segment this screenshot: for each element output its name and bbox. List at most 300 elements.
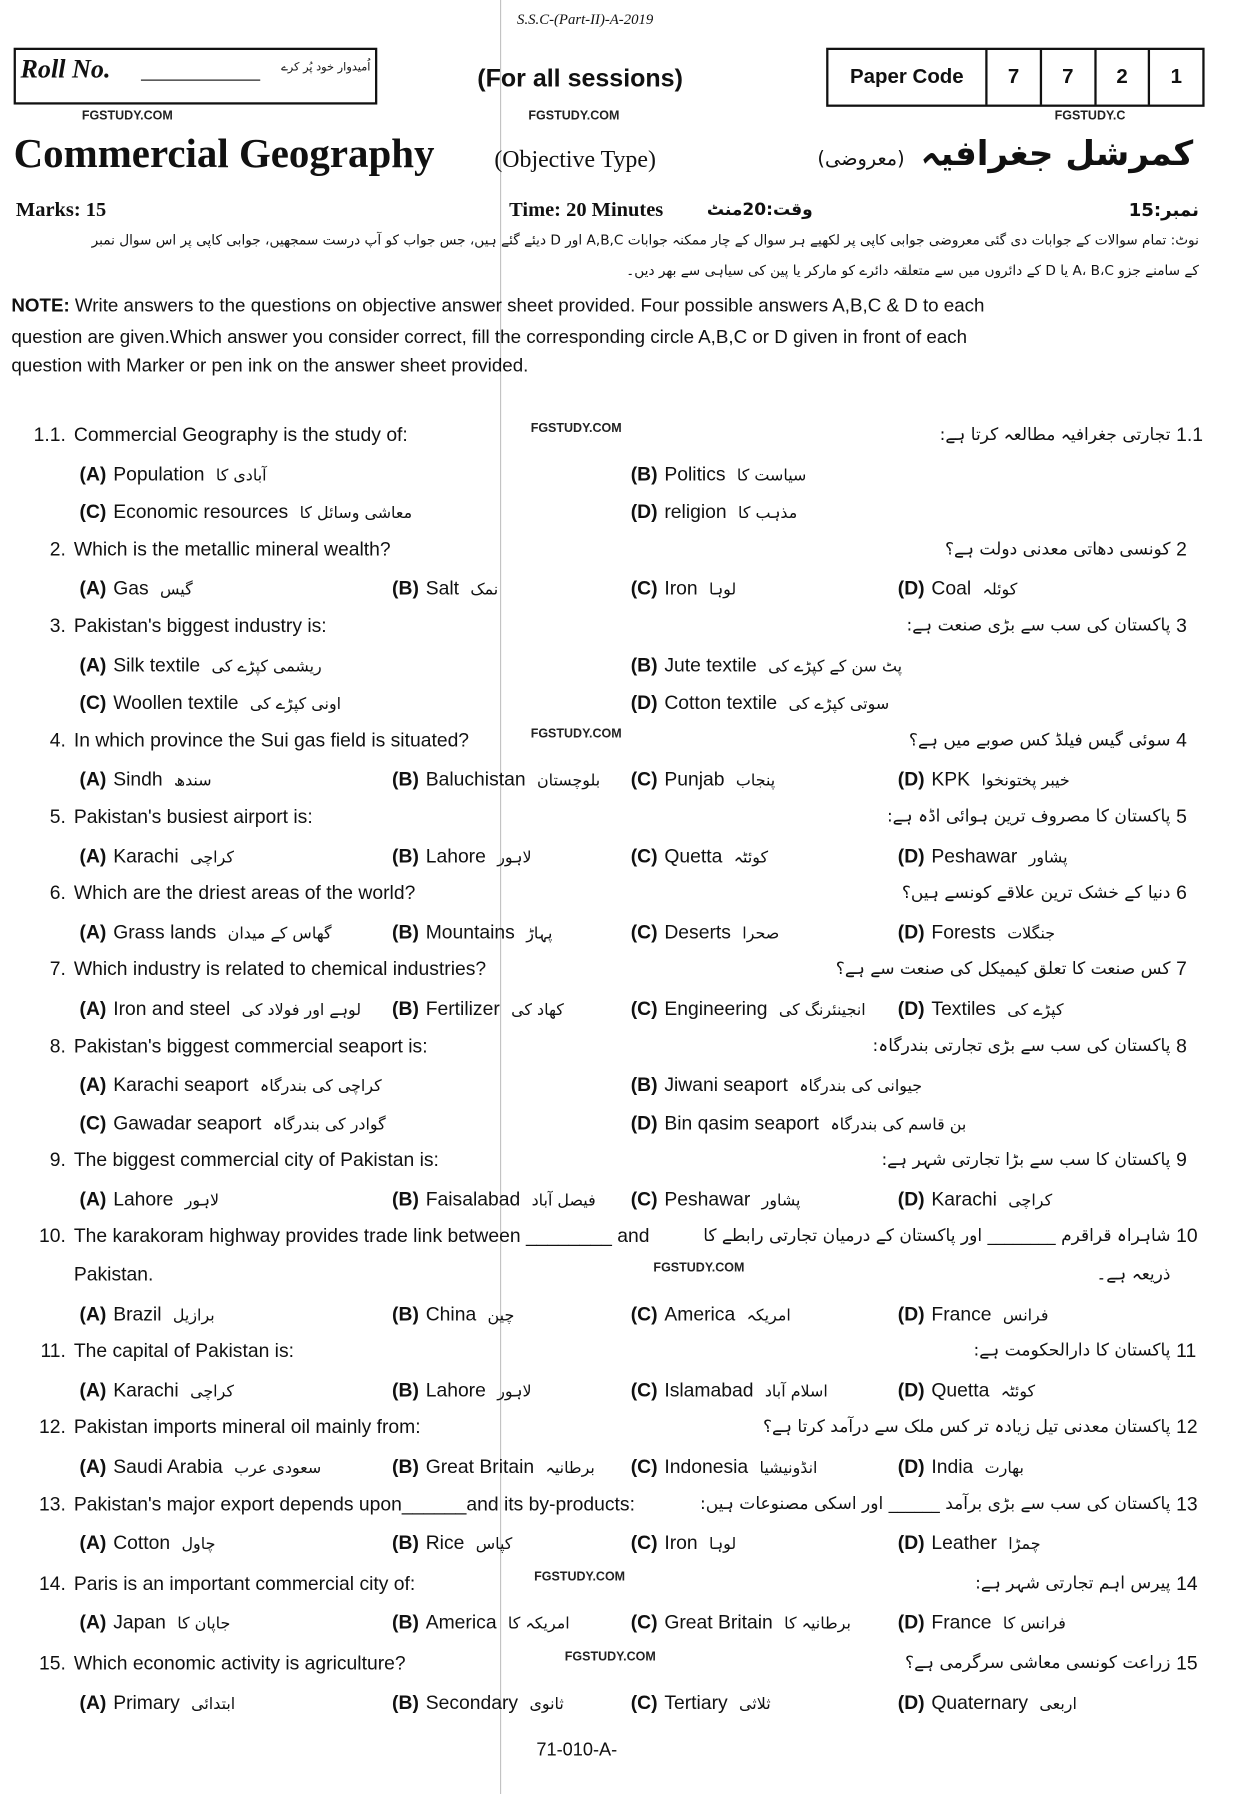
option-text: Brazil bbox=[113, 1303, 162, 1325]
note-line bbox=[11, 295, 984, 317]
answer-option[interactable] bbox=[898, 1456, 1024, 1479]
question-row bbox=[0, 1371, 1250, 1409]
question-urdu: پاکستان کا سب سے بڑا تجارتی شہر ہے: bbox=[881, 1149, 1171, 1170]
option-urdu: کوئلہ bbox=[982, 581, 1018, 600]
paper-code-digit: 2 bbox=[1096, 50, 1150, 105]
option-text: Lahore bbox=[425, 844, 486, 867]
option-letter: (A) bbox=[79, 1074, 107, 1096]
urdu-subtitle: (معروضی) bbox=[817, 147, 905, 171]
option-letter: (B) bbox=[392, 1611, 419, 1634]
option-letter: (B) bbox=[392, 997, 419, 1020]
option-letter: (D) bbox=[897, 921, 925, 943]
option-letter: (D) bbox=[897, 1379, 925, 1402]
answer-option[interactable] bbox=[631, 1189, 801, 1212]
option-letter: (A) bbox=[79, 1379, 107, 1402]
option-text: Cotton textile bbox=[664, 692, 778, 714]
urdu-title: کمرشل جغرافیہ bbox=[920, 134, 1194, 174]
answer-option[interactable] bbox=[898, 769, 1070, 792]
option-text: Quetta bbox=[664, 844, 723, 867]
answer-option[interactable] bbox=[631, 998, 866, 1021]
option-text: Politics bbox=[664, 463, 726, 485]
answer-option[interactable] bbox=[392, 1303, 514, 1326]
option-urdu: برطانیہ کا bbox=[784, 1615, 851, 1634]
option-urdu: پنجاب bbox=[735, 772, 776, 791]
answer-option[interactable] bbox=[898, 998, 1064, 1021]
option-urdu: سندھ bbox=[173, 772, 212, 791]
question-text: In which province the Sui gas field is situated? bbox=[73, 729, 470, 751]
answer-option[interactable] bbox=[631, 654, 902, 677]
urdu-title-group bbox=[817, 134, 1193, 174]
question-urdu-number: 3 bbox=[1176, 614, 1187, 637]
question-urdu-number: 8 bbox=[1176, 1034, 1187, 1057]
answer-option[interactable] bbox=[631, 463, 807, 486]
option-urdu: کراچی bbox=[190, 848, 234, 867]
note-label: NOTE: bbox=[11, 295, 70, 316]
option-letter: (D) bbox=[897, 1691, 925, 1714]
answer-option[interactable] bbox=[631, 1692, 771, 1715]
option-letter: (A) bbox=[79, 463, 107, 485]
option-text: Textiles bbox=[931, 997, 996, 1020]
question-urdu: پاکستان کی سب سے بڑی برآمد ______ اور اسکی مصنوعات ہیں: bbox=[700, 1492, 1171, 1514]
option-urdu: سیاست کا bbox=[736, 466, 807, 485]
question-urdu: پاکستان کی سب سے بڑی تجارتی بندرگاہ: bbox=[872, 1034, 1171, 1056]
option-urdu: نمک bbox=[470, 581, 499, 600]
question-urdu: پاکستان کا مصروف ترین ہوائی اڈہ ہے: bbox=[886, 805, 1171, 827]
option-text: Islamabad bbox=[664, 1379, 754, 1402]
question-number: 12. bbox=[39, 1416, 66, 1439]
question-row bbox=[0, 1524, 1250, 1562]
question-2 bbox=[0, 532, 1250, 570]
option-letter: (A) bbox=[79, 1455, 107, 1478]
question-text: The capital of Pakistan is: bbox=[73, 1340, 295, 1362]
question-row bbox=[0, 1684, 1250, 1722]
question-5 bbox=[0, 799, 1250, 837]
question-text: Paris is an important commercial city of: bbox=[73, 1572, 416, 1595]
option-text: Baluchistan bbox=[425, 768, 526, 791]
marks-urdu: نمبر:15 bbox=[1128, 198, 1199, 221]
option-text: Jiwani seaport bbox=[664, 1074, 788, 1096]
question-row bbox=[0, 646, 1250, 684]
option-urdu: امریکہ کا bbox=[507, 1615, 570, 1634]
question-row bbox=[0, 1604, 1250, 1642]
question-urdu-number: 9 bbox=[1176, 1149, 1187, 1171]
option-urdu: جنگلات bbox=[1007, 924, 1056, 943]
question-text: The biggest commercial city of Pakistan is: bbox=[73, 1149, 439, 1171]
option-text: Grass lands bbox=[113, 921, 217, 943]
option-letter: (C) bbox=[630, 1532, 658, 1554]
question-text: Pakistan's major export depends upon______and its by-products: bbox=[73, 1492, 635, 1515]
option-letter: (D) bbox=[897, 844, 925, 867]
answer-option[interactable] bbox=[80, 998, 362, 1021]
option-text: Salt bbox=[425, 577, 459, 600]
option-urdu: خیبر پختونخوا bbox=[981, 772, 1070, 791]
option-text: Karachi bbox=[113, 1379, 179, 1402]
answer-option[interactable] bbox=[80, 501, 413, 524]
answer-option[interactable] bbox=[80, 1532, 216, 1555]
question-number: 14. bbox=[39, 1572, 66, 1595]
option-text: Great Britain bbox=[425, 1455, 535, 1478]
option-text: America bbox=[664, 1303, 736, 1325]
watermark: FGSTUDY.COM bbox=[653, 1261, 745, 1276]
question-text: The karakoram highway provides trade link between ________ and bbox=[73, 1225, 650, 1248]
option-urdu: پٹ سن کے کپڑے کی bbox=[768, 657, 902, 676]
question-10 bbox=[0, 1219, 1250, 1257]
option-text: Faisalabad bbox=[425, 1188, 521, 1211]
option-text: Secondary bbox=[425, 1691, 519, 1714]
question-urdu: شاہراہ قراقرم ________ اور پاکستان کے درمیان تجارتی رابطے کا bbox=[703, 1225, 1171, 1247]
option-urdu: لاہور bbox=[497, 1382, 532, 1402]
paper-code-label: Paper Code bbox=[828, 50, 987, 105]
question-row bbox=[0, 1104, 1250, 1142]
answer-option[interactable] bbox=[80, 1112, 386, 1135]
question-urdu: زراعت کونسی معاشی سرگرمی ہے؟ bbox=[905, 1652, 1171, 1673]
option-text: Great Britain bbox=[664, 1611, 773, 1634]
option-urdu: ابتدائی bbox=[191, 1695, 236, 1714]
question-number: 8. bbox=[49, 1034, 66, 1057]
paper-code-digit: 7 bbox=[1042, 50, 1096, 105]
answer-option[interactable] bbox=[392, 1612, 570, 1635]
option-letter: (D) bbox=[630, 692, 658, 714]
option-letter: (D) bbox=[897, 1532, 925, 1554]
option-text: Cotton bbox=[113, 1532, 171, 1554]
option-urdu: کراچی bbox=[190, 1382, 234, 1402]
option-urdu: پہاڑ bbox=[526, 924, 553, 943]
question-number: 3. bbox=[49, 614, 66, 637]
option-letter: (C) bbox=[630, 1455, 658, 1478]
option-text: Coal bbox=[931, 577, 972, 600]
answer-option[interactable] bbox=[392, 998, 564, 1021]
answer-option[interactable] bbox=[80, 1303, 215, 1326]
option-text: Quetta bbox=[931, 1379, 990, 1402]
option-urdu: ثانوی bbox=[529, 1695, 564, 1714]
answer-option[interactable] bbox=[80, 1189, 219, 1212]
option-urdu: چاول bbox=[181, 1535, 216, 1554]
option-letter: (B) bbox=[392, 844, 419, 867]
option-text: Gawadar seaport bbox=[113, 1112, 262, 1134]
option-letter: (A) bbox=[79, 997, 107, 1020]
question-6 bbox=[0, 875, 1250, 913]
exam-code: S.S.C-(Part-II)-A-2019 bbox=[517, 10, 654, 28]
watermark: FGSTUDY.COM bbox=[534, 1570, 626, 1584]
option-text: Tertiary bbox=[664, 1691, 728, 1714]
answer-option[interactable] bbox=[80, 921, 332, 944]
question-list bbox=[0, 417, 1250, 1725]
answer-option[interactable] bbox=[392, 845, 531, 868]
option-urdu: انجینئرنگ کی bbox=[778, 1001, 866, 1020]
answer-option[interactable] bbox=[80, 1456, 322, 1479]
roll-urdu: اُمیدوار خود پُر کرے bbox=[281, 61, 371, 74]
option-urdu: کوئٹہ bbox=[1000, 1382, 1036, 1402]
marks-label: Marks: 15 bbox=[15, 197, 107, 221]
option-urdu: گیس bbox=[160, 581, 193, 600]
option-text: Indonesia bbox=[664, 1455, 749, 1478]
option-urdu: کراچی bbox=[1008, 1191, 1053, 1211]
option-letter: (B) bbox=[392, 1691, 419, 1714]
option-letter: (C) bbox=[79, 1112, 107, 1134]
answer-option[interactable] bbox=[631, 1456, 818, 1479]
footer-code: 71-010-A- bbox=[536, 1740, 618, 1761]
watermark: FGSTUDY.C bbox=[1054, 109, 1126, 123]
answer-option[interactable] bbox=[631, 1379, 828, 1402]
answer-option[interactable] bbox=[898, 578, 1018, 601]
answer-option[interactable] bbox=[80, 1074, 382, 1097]
answer-option[interactable] bbox=[631, 1112, 967, 1135]
answer-option[interactable] bbox=[631, 1074, 922, 1097]
option-urdu: فرانس bbox=[1002, 1306, 1049, 1325]
option-urdu: برطانیہ bbox=[545, 1459, 595, 1478]
option-letter: (B) bbox=[392, 1455, 419, 1478]
watermark: FGSTUDY.COM bbox=[530, 727, 622, 741]
answer-option[interactable] bbox=[631, 769, 776, 792]
option-letter: (C) bbox=[630, 1303, 658, 1325]
answer-option[interactable] bbox=[392, 1532, 512, 1555]
option-urdu: جاپان کا bbox=[177, 1615, 231, 1634]
time-label: Time: 20 Minutes bbox=[509, 197, 664, 221]
question-urdu: پاکستان کا دارالحکومت ہے: bbox=[973, 1340, 1171, 1361]
answer-option[interactable] bbox=[392, 921, 552, 944]
option-letter: (D) bbox=[630, 501, 658, 523]
question-9 bbox=[0, 1142, 1250, 1180]
question-urdu-continued: ذریعہ ہے۔ bbox=[1096, 1263, 1171, 1285]
answer-option[interactable] bbox=[631, 1532, 737, 1555]
option-text: Silk textile bbox=[113, 654, 201, 676]
question-row bbox=[0, 990, 1250, 1028]
answer-option[interactable] bbox=[631, 845, 768, 868]
option-urdu: لوہا bbox=[709, 581, 737, 600]
question-3 bbox=[0, 608, 1250, 646]
option-letter: (B) bbox=[392, 921, 419, 943]
answer-option[interactable] bbox=[80, 1692, 236, 1715]
answer-option[interactable] bbox=[80, 463, 267, 486]
option-text: Peshawar bbox=[931, 844, 1018, 867]
question-text: Pakistan's biggest industry is: bbox=[73, 614, 327, 637]
question-text: Which industry is related to chemical industries? bbox=[73, 958, 487, 980]
option-text: Mountains bbox=[425, 921, 515, 943]
option-letter: (B) bbox=[392, 1532, 419, 1554]
option-urdu: کھاد کی bbox=[511, 1001, 564, 1020]
question-urdu-number: 1.1 bbox=[1176, 423, 1204, 446]
option-letter: (B) bbox=[392, 768, 419, 791]
urdu-note-line: کے سامنے جزو A، B،C یا D کے دائروں میں سے متعلقہ دائرے کو مارکر یا پین کی سیاہی سے بھر دیں۔ bbox=[626, 262, 1199, 279]
option-letter: (A) bbox=[79, 921, 107, 943]
option-letter: (A) bbox=[79, 1611, 107, 1634]
question-number: 13. bbox=[39, 1492, 66, 1515]
option-letter: (C) bbox=[79, 501, 107, 523]
page-title: Commercial Geography bbox=[13, 130, 435, 177]
question-number: 15. bbox=[39, 1652, 66, 1674]
option-letter: (A) bbox=[79, 768, 107, 791]
question-4 bbox=[0, 722, 1250, 760]
answer-option[interactable] bbox=[392, 1456, 595, 1479]
option-letter: (C) bbox=[630, 921, 658, 943]
option-text: Lahore bbox=[113, 1188, 174, 1211]
option-urdu: امریکہ bbox=[746, 1306, 791, 1325]
option-letter: (D) bbox=[897, 1303, 925, 1325]
answer-option[interactable] bbox=[898, 1532, 1041, 1555]
paper-code-digit: 1 bbox=[1170, 64, 1182, 88]
question-row bbox=[0, 1448, 1250, 1486]
answer-option[interactable] bbox=[631, 1612, 851, 1635]
answer-option[interactable] bbox=[80, 1379, 234, 1402]
question-urdu: پاکستان معدنی تیل زیادہ تر کس ملک سے درآمد کرتا ہے؟ bbox=[762, 1416, 1171, 1437]
question-text: Pakistan's biggest commercial seaport is: bbox=[73, 1034, 428, 1057]
question-row bbox=[0, 837, 1250, 875]
option-text: Woollen textile bbox=[113, 692, 239, 714]
option-text: Japan bbox=[113, 1611, 166, 1634]
option-text: Engineering bbox=[664, 997, 768, 1020]
answer-option[interactable] bbox=[392, 769, 600, 792]
option-letter: (A) bbox=[79, 1691, 107, 1714]
option-urdu: اونی کپڑے کی bbox=[249, 695, 342, 714]
option-letter: (C) bbox=[630, 1188, 658, 1211]
option-urdu: گھاس کے میدان bbox=[227, 924, 332, 943]
option-urdu: لوہے اور فولاد کی bbox=[241, 1001, 362, 1020]
option-urdu: سوتی کپڑے کی bbox=[788, 695, 890, 714]
question-row bbox=[0, 1181, 1250, 1219]
answer-option[interactable] bbox=[80, 769, 212, 792]
answer-option[interactable] bbox=[631, 692, 889, 715]
answer-option[interactable] bbox=[80, 692, 342, 715]
option-letter: (C) bbox=[630, 1691, 658, 1714]
answer-option[interactable] bbox=[80, 845, 234, 868]
option-text: Punjab bbox=[664, 768, 725, 791]
option-text: Iron bbox=[664, 1532, 698, 1554]
question-text: Which economic activity is agriculture? bbox=[73, 1652, 406, 1674]
answer-option[interactable] bbox=[631, 501, 798, 524]
option-letter: (A) bbox=[79, 1532, 107, 1554]
answer-option[interactable] bbox=[80, 1612, 231, 1635]
option-urdu: کوئٹہ bbox=[733, 848, 769, 867]
option-letter: (A) bbox=[79, 654, 107, 676]
answer-option[interactable] bbox=[898, 1379, 1035, 1402]
question-urdu: سوئی گیس فیلڈ کس صوبے میں ہے؟ bbox=[908, 729, 1171, 750]
question-row bbox=[0, 1257, 1250, 1295]
option-letter: (A) bbox=[79, 844, 107, 867]
option-urdu: فیصل آباد bbox=[531, 1191, 596, 1211]
option-letter: (D) bbox=[897, 997, 925, 1020]
question-row bbox=[0, 913, 1250, 951]
watermark: FGSTUDY.COM bbox=[564, 1650, 656, 1664]
answer-option[interactable] bbox=[898, 1303, 1049, 1326]
answer-option[interactable] bbox=[80, 654, 322, 677]
option-urdu: کراچی کی بندرگاہ bbox=[259, 1077, 382, 1096]
option-text: Jute textile bbox=[664, 654, 757, 676]
answer-option[interactable] bbox=[898, 845, 1068, 868]
question-row bbox=[0, 455, 1250, 493]
option-text: France bbox=[931, 1611, 992, 1634]
question-7 bbox=[0, 952, 1250, 990]
option-letter: (B) bbox=[392, 1303, 419, 1325]
answer-option[interactable] bbox=[898, 1612, 1066, 1635]
question-row bbox=[0, 1066, 1250, 1104]
question-urdu: پاکستان کی سب سے بڑی صنعت ہے: bbox=[906, 614, 1171, 636]
option-urdu: اسلام آباد bbox=[764, 1382, 828, 1402]
option-text: Gas bbox=[113, 577, 149, 600]
option-letter: (B) bbox=[630, 463, 658, 485]
note-line: question with Marker or pen ink on the answer sheet provided. bbox=[11, 355, 529, 377]
option-text: Iron bbox=[664, 577, 698, 600]
option-urdu: کپاس bbox=[475, 1535, 513, 1554]
answer-option[interactable] bbox=[80, 578, 193, 601]
question-urdu-number: 4 bbox=[1176, 729, 1187, 751]
question-urdu-number: 15 bbox=[1176, 1652, 1198, 1674]
page-subtitle: (Objective Type) bbox=[494, 145, 656, 173]
option-text: Saudi Arabia bbox=[113, 1455, 223, 1478]
answer-option[interactable] bbox=[392, 1692, 564, 1715]
option-urdu: ریشمی کپڑے کی bbox=[211, 657, 322, 676]
option-text: Forests bbox=[931, 921, 996, 943]
answer-option[interactable] bbox=[898, 921, 1055, 944]
question-urdu-number: 11 bbox=[1176, 1340, 1197, 1362]
question-text: Commercial Geography is the study of: bbox=[73, 423, 408, 446]
option-text: Deserts bbox=[664, 921, 731, 943]
answer-option[interactable] bbox=[898, 1189, 1052, 1212]
answer-option[interactable] bbox=[392, 1189, 596, 1212]
option-urdu: آبادی کا bbox=[215, 466, 267, 485]
question-number: 5. bbox=[49, 805, 66, 828]
question-12 bbox=[0, 1410, 1250, 1448]
question-urdu: پیرس اہم تجارتی شہر ہے: bbox=[975, 1572, 1171, 1594]
option-letter: (C) bbox=[79, 692, 107, 714]
option-letter: (B) bbox=[392, 1379, 419, 1402]
option-urdu: معاشی وسائل کا bbox=[299, 504, 413, 523]
answer-option[interactable] bbox=[392, 578, 498, 601]
question-15 bbox=[0, 1646, 1250, 1684]
option-urdu: برازیل bbox=[172, 1306, 215, 1325]
question-urdu-number: 5 bbox=[1176, 805, 1187, 828]
answer-option[interactable] bbox=[631, 578, 737, 601]
answer-option[interactable] bbox=[631, 1303, 791, 1326]
question-urdu-number: 12 bbox=[1176, 1416, 1198, 1439]
option-text: France bbox=[931, 1303, 992, 1325]
option-urdu: بھارت bbox=[984, 1459, 1024, 1478]
answer-option[interactable] bbox=[392, 1379, 531, 1402]
question-1 bbox=[0, 417, 1250, 455]
time-urdu: وقت:20منٹ bbox=[706, 198, 813, 220]
option-letter: (A) bbox=[79, 577, 107, 600]
question-14 bbox=[0, 1566, 1250, 1604]
question-text-continued: Pakistan. bbox=[73, 1263, 154, 1286]
option-text: Bin qasim seaport bbox=[664, 1112, 819, 1134]
question-11 bbox=[0, 1333, 1250, 1371]
answer-option[interactable] bbox=[631, 921, 780, 944]
question-urdu: تجارتی جغرافیہ مطالعہ کرتا ہے: bbox=[939, 423, 1171, 445]
option-urdu: گوادر کی بندرگاہ bbox=[272, 1115, 386, 1134]
option-text: KPK bbox=[931, 768, 971, 791]
note-text: Write answers to the questions on objective answer sheet provided. Four possible answers A,B,C & D to each bbox=[74, 295, 985, 316]
question-number: 11. bbox=[40, 1340, 66, 1362]
option-letter: (B) bbox=[630, 1074, 658, 1096]
option-text: Population bbox=[113, 463, 205, 485]
option-urdu: چمڑا bbox=[1008, 1535, 1041, 1554]
answer-option[interactable] bbox=[898, 1692, 1077, 1715]
roll-label: Roll No. bbox=[20, 54, 111, 83]
question-urdu: کس صنعت کا تعلق کیمیکل کی صنعت سے ہے؟ bbox=[835, 958, 1171, 979]
question-number: 2. bbox=[49, 538, 66, 560]
option-text: Sindh bbox=[113, 768, 163, 791]
urdu-note-line: نوٹ: تمام سوالات کے جوابات دی گئی معروضی جوابی کاپی پر لکھیے ہر سوال کے چار ممکنہ جوابات A,B,C اور D دیئے گئے ہیں، جس جواب کو آپ درست سمجھیں، جوابی کاپی پر اس سوال نمبر bbox=[91, 231, 1199, 248]
option-urdu: کپڑے کی bbox=[1007, 1001, 1064, 1020]
option-letter: (D) bbox=[897, 1455, 925, 1478]
option-letter: (C) bbox=[630, 577, 658, 600]
roll-number-blank[interactable] bbox=[141, 80, 260, 81]
watermark: FGSTUDY.COM bbox=[528, 109, 620, 123]
option-urdu: بلوچستان bbox=[536, 772, 601, 791]
option-letter: (D) bbox=[630, 1112, 658, 1134]
option-letter: (B) bbox=[392, 577, 419, 600]
option-letter: (B) bbox=[630, 654, 658, 676]
option-text: Primary bbox=[113, 1691, 180, 1714]
